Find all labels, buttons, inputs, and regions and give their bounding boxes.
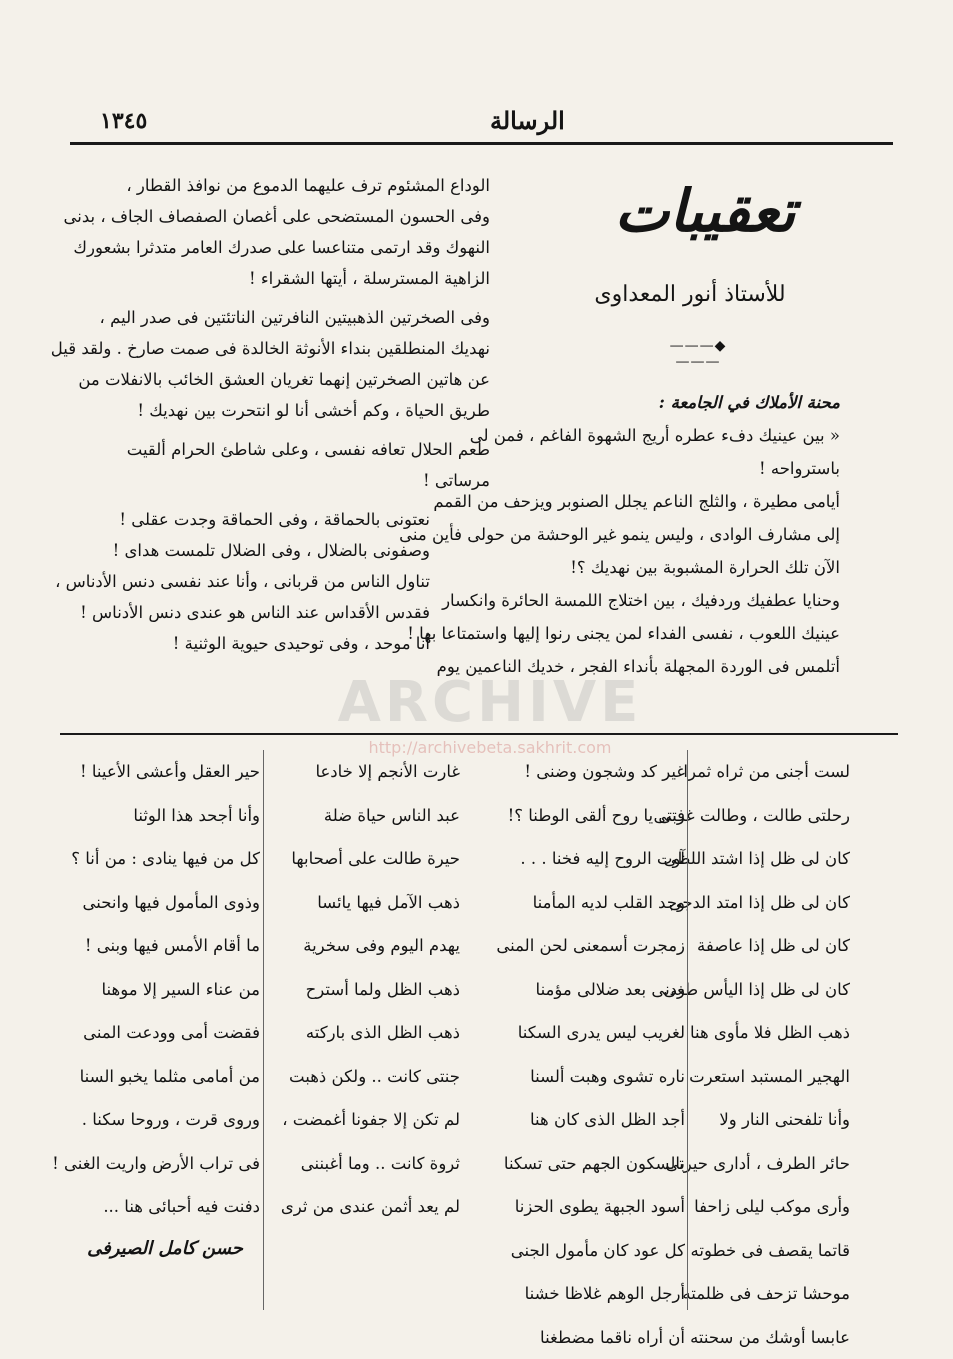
poem-column-4 [70, 750, 260, 1229]
poem-line: زمجرت أسمعنى لحن المنى [475, 924, 685, 968]
verse-line: وصفونى بالضلال ، وفى الضلال تلمست هداى ! [70, 535, 430, 566]
top-right-column [480, 386, 840, 683]
journal-name: الرسالة [490, 106, 565, 135]
header-rule [70, 142, 893, 145]
poem-line: أجد الظل الذى كان هنا [475, 1098, 685, 1142]
poem-line: أسود الجبهة يطوى الحزنا [475, 1185, 685, 1229]
poem-line: موحشا تزحف فى ظلمته [690, 1272, 850, 1316]
paragraph [70, 170, 490, 294]
text-line: عينيك اللعوب ، نفسى الفداء لمن يجنى رنوا إليها واستمتاعا بها ! [480, 617, 840, 650]
poem-line: ذهب الآمل فيها يائسا [265, 881, 460, 925]
text-line: « بين عينيك دفء عطره أريج الشهوة الفاغم ، فمن لى [480, 419, 840, 452]
text-line: نهديك المنطلقين بنداء الأنوثة الخالدة فى صمت صارخ . ولقد قيل [70, 333, 490, 364]
poet-signature: حسن كامل الصيرفى [80, 1238, 250, 1259]
paragraph [70, 434, 490, 496]
article-author: للأستاذ أنور المعداوى [560, 282, 820, 307]
poem-line: عبد الناس حياة ضلة [265, 794, 460, 838]
verse-line: نعتونى بالحماقة ، وفى الحماقة وجدت عقلى ! [70, 504, 430, 535]
paragraph [70, 302, 490, 426]
poem-column-3 [265, 750, 460, 1229]
section-divider [60, 733, 898, 735]
poem-line: قاتما يقصف فى خطوته [690, 1229, 850, 1273]
poem-line: وأنا أجحد هذا الوثنا [70, 794, 260, 838]
poem-line: حائر الطرف ، أدارى حيرتى [690, 1142, 850, 1186]
ornament-divider: ———◆——— [648, 338, 748, 370]
verse-line: تناول الناس من قربانى ، وأنا عند نفسى دنس الأدناس ، [70, 566, 430, 597]
poem-line: من عناء السير إلا موهنا [70, 968, 260, 1012]
top-left-text [70, 170, 490, 496]
verse-line: أنا موحد ، وفى توحيدى حيوية الوثنية ! [70, 628, 430, 659]
poem-line: لم يعد أثمن عندى من ثرى [265, 1185, 460, 1229]
text-line: إلى مشارف الوادى ، وليس ينمو غير الوحشة من حولى فأين منى [480, 518, 840, 551]
text-line: الزاهية المسترسلة ، أيتها الشقراء ! [70, 263, 490, 294]
text-line: وفى الحسون المستضحى على أغصان الصفصاف الجاف ، بدنى [70, 201, 490, 232]
article-title: تعقيبات [600, 180, 810, 244]
top-right-text [480, 419, 840, 683]
poem-line: ذهب الظل فلا مأوى هنا [690, 1011, 850, 1055]
poem-column-1 [690, 750, 850, 1359]
poem-line: كل عود كان مأمول الجنى [475, 1229, 685, 1273]
poem-line: وذوى المأمول فيها وانحنى [70, 881, 260, 925]
text-line: وحنايا عطفيك وردفيك ، بين اختلاج اللمسة الحائرة وانكسار [480, 584, 840, 617]
top-left-column [70, 170, 490, 659]
poem-line: كان لى ظل إذا عاصفة [690, 924, 850, 968]
text-line: طعم الحلال تعافه نفسى ، وعلى شاطئ الحرام ألقيت [70, 434, 490, 465]
poem-line: حيرة طالت على أصحابها [265, 837, 460, 881]
poem-line: غير كد وشجون وضنى ! [475, 750, 685, 794]
text-line: طريق الحياة ، وكم أخشى أنا لو انتحرت بين نهديك ! [70, 395, 490, 426]
text-line: الوداع المشئوم ترف عليهما الدموع من نوافذ القطار ، [70, 170, 490, 201]
poem-line: كان لى ظل إذا اليأس طغى [690, 968, 850, 1012]
poem-line: ناره تشوى وهبت ألسنا [475, 1055, 685, 1099]
text-line: أيامى مطيرة ، والثلج الناعم يجلل الصنوبر ويزحف من القمم [480, 485, 840, 518]
poem-line: رحلتى طالت ، وطالت غربتى [690, 794, 850, 838]
poem-line: دفنت فيه أحبائى هنا ... [70, 1185, 260, 1229]
poem-line: لم تكن إلا جفونا أغمضت ، [265, 1098, 460, 1142]
poem-line: وأنا تلفحنى النار ولا [690, 1098, 850, 1142]
watermark-text: ARCHIVE [300, 670, 680, 735]
top-left-verses [70, 504, 490, 659]
poem-line: كان لى ظل إذا امتد الدجى [690, 881, 850, 925]
poem-line: جنتى كانت .. ولكن ذهبت [265, 1055, 460, 1099]
poem-line: عابسا أوشك من سحنته [690, 1316, 850, 1359]
column-separator [263, 750, 264, 1310]
poem-line: آوت الروح إليه فخنا . . . [475, 837, 685, 881]
poem-line: أن أراه ناقما مضطغنا [475, 1316, 685, 1359]
text-line: أتلمس فى الوردة المجهلة بأنداء الفجر ، خديك الناعمين يوم [480, 650, 840, 683]
text-line: باسترواحه ! [480, 452, 840, 485]
poem-column-2 [475, 750, 685, 1359]
page-header [70, 104, 893, 144]
poem-line: لست أجنى من ثراه ثمرا [690, 750, 850, 794]
poem-line: ثروة كانت .. وما أغبننى [265, 1142, 460, 1186]
poem-line: فى تراب الأرض واريت الغنى ! [70, 1142, 260, 1186]
poem-line: حير العقل وأعشى الأعينا ! [70, 750, 260, 794]
subheading: محنة الأملاك في الجامعة : [480, 386, 840, 419]
poem-line: أرجل الوهم غلاظا خشنا [475, 1272, 685, 1316]
text-line: وفى الصخرتين الذهبيتين النافرتين الناتئتين فى صدر اليم ، [70, 302, 490, 333]
text-line: عن هاتين الصخرتين إنهما تغريان العشق الخائب بالانفلات من [70, 364, 490, 395]
page-number: ١٣٤٥ [100, 108, 147, 134]
poem-line: وجد القلب لديه المأمنا [475, 881, 685, 925]
poem-line: كل من فيها ينادى : من أنا ؟ [70, 837, 260, 881]
poem-line: يهدم اليوم وفى سخرية [265, 924, 460, 968]
column-separator [687, 750, 688, 1310]
text-line: مرساتى ! [70, 465, 490, 496]
poem-line: كان لى ظل إذا اشتد اللظى [690, 837, 850, 881]
poem-line: فقضت أمى وودعت المنى [70, 1011, 260, 1055]
poem-line: ذهب الظل ولما أسترح [265, 968, 460, 1012]
poem-line: بالسكون الجهم حتى تسكنا [475, 1142, 685, 1186]
poem-line: غارت الأنجم إلا خادعا [265, 750, 460, 794]
poem-line: فتى يا روح ألقى الوطنا ؟! [475, 794, 685, 838]
poem-line: ذهب الظل الذى باركته [265, 1011, 460, 1055]
poem-line: ما أقام الأمس فيها وبنى ! [70, 924, 260, 968]
verse-line: فقدس الأقداس عند الناس هو عندى دنس الأدناس ! [70, 597, 430, 628]
watermark-url: http://archivebeta.sakhrit.com [300, 738, 680, 757]
text-line: النهوك وقد ارتمى متناعسا على صدرك العامر متدثرا بشعورك [70, 232, 490, 263]
poem-line: من أمامى مثلما يخبو السنا [70, 1055, 260, 1099]
poem-line: الهجير المستبد استعرت [690, 1055, 850, 1099]
poem-line: وروى قرت ، وروحا سكنا . [70, 1098, 260, 1142]
text-line: الآن تلك الحرارة المشبوبة بين نهديك ؟! [480, 551, 840, 584]
poem-line: لغريب ليس يدرى السكنا [475, 1011, 685, 1055]
poem-line: ردنى بعد ضلالى مؤمنا [475, 968, 685, 1012]
poem-line: وأرى موكب ليلى زاحفا [690, 1185, 850, 1229]
